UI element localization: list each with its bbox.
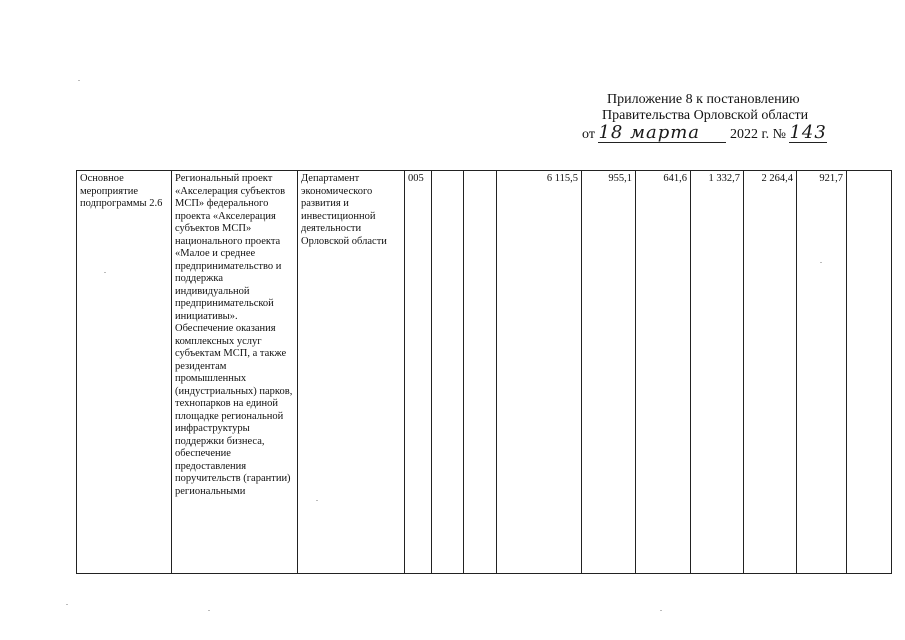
handwritten-date: 18 марта <box>598 122 701 143</box>
project-description-cell: Региональный проект «Акселерация субъектов МСП» федерального проекта «Акселерация субъектов МСП» национального проекта «Малое и среднее предпринимательство и поддержка индивидуальной предпринимательской инициативы». Обеспечение оказания комплексных услуг субъектам МСП, а также резидентам промышленных (индустриальных) парков, технопарков на единой площадке региональной инфраструктуры поддержки бизнеса, обеспечение предоставления поручительств (гарантии) региональными <box>172 171 298 574</box>
year-value-cell: 1 332,7 <box>691 171 744 574</box>
scan-speck <box>78 80 80 81</box>
empty-cell <box>464 171 497 574</box>
handwritten-number: 143 <box>789 122 827 143</box>
scan-speck <box>66 604 68 605</box>
number-field <box>789 122 827 143</box>
resolution-date-line <box>560 122 880 143</box>
scan-speck <box>660 610 662 611</box>
document-header <box>560 92 880 143</box>
year-value-cell: 955,1 <box>582 171 636 574</box>
measure-name-cell: Основное мероприятие подпрограммы 2.6 <box>77 171 172 574</box>
date-prefix: от <box>582 127 595 142</box>
scan-speck <box>208 610 210 611</box>
total-value-cell: 6 115,5 <box>497 171 582 574</box>
scan-speck <box>104 272 106 273</box>
year-number-label: 2022 г. № <box>729 127 786 142</box>
scan-speck <box>820 262 822 263</box>
year-value-cell: 641,6 <box>636 171 691 574</box>
government-name: Правительства Орловской области <box>602 108 809 123</box>
year-value-cell: 2 264,4 <box>744 171 797 574</box>
year-value-cell: 921,7 <box>797 171 847 574</box>
code-cell: 005 <box>405 171 432 574</box>
appendix-title: Приложение 8 к постановлению <box>607 92 800 107</box>
date-field <box>598 122 726 143</box>
empty-cell <box>847 171 892 574</box>
scan-speck <box>316 500 318 501</box>
program-table <box>76 170 892 574</box>
responsible-executor-cell: Департамент экономического развития и инвестиционной деятельности Орловской области <box>298 171 405 574</box>
table-row <box>77 171 892 574</box>
empty-cell <box>432 171 464 574</box>
